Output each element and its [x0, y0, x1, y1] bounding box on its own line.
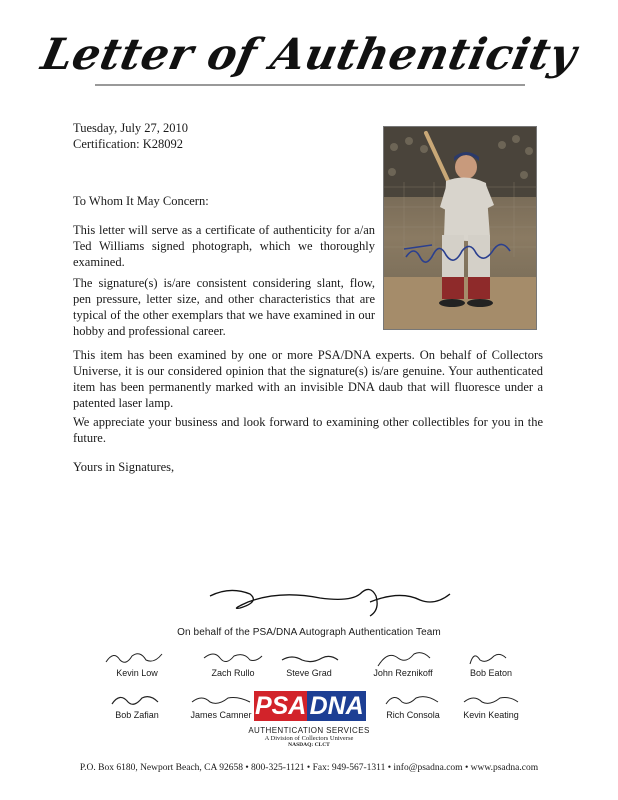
closing-line: Yours in Signatures,: [73, 460, 175, 474]
psa-dna-logo: [254, 691, 366, 721]
team-member-name: Kevin Keating: [463, 710, 519, 720]
signature-scribble: [368, 648, 438, 668]
lead-authenticator-signature: [200, 580, 460, 620]
team-member-name: James Camner: [190, 710, 252, 720]
signature-scribble: [456, 648, 526, 668]
nasdaq-label: NASDAQ: CLCT: [288, 742, 330, 748]
authentication-services-label: AUTHENTICATION SERVICES: [248, 726, 370, 735]
paragraph-2: The signature(s) is/are consistent considering slant, flow, pen pressure, letter size, and other characteristics that are typical of the other exemplars that we have examined in our hobby and professional career.: [73, 276, 375, 338]
team-member-name: Kevin Low: [116, 668, 158, 678]
signature-scribble: [102, 690, 172, 710]
team-member-signature: [446, 690, 536, 721]
signature-scribble: [378, 690, 448, 710]
team-member-name: Rich Consola: [386, 710, 440, 720]
letter-date: Tuesday, July 27, 2010: [73, 121, 189, 135]
team-member-name: Zach Rullo: [211, 668, 255, 678]
certification-number: Certification: K28092: [73, 137, 184, 151]
logo-dna-block: DNA: [307, 691, 366, 721]
logo-psa-block: PSA: [254, 692, 307, 720]
team-member-signature: [358, 648, 448, 679]
title-underline: [95, 84, 525, 86]
letter-title: Letter of Authenticity: [36, 30, 582, 80]
division-label: A Division of Collectors Universe: [264, 735, 354, 742]
signature-scribble: [456, 690, 526, 710]
signature-scribble: [102, 648, 172, 668]
team-member-signature: [264, 648, 354, 679]
paragraph-1: This letter will serve as a certificate of authenticity for a/an Ted Williams signed photograph, which we thoroughly examined.: [73, 223, 375, 269]
team-member-signature: [92, 648, 182, 679]
team-member-name: Bob Eaton: [469, 668, 513, 678]
footer-contact: P.O. Box 6180, Newport Beach, CA 92658 • 800-325-1121 • Fax: 949-567-1311 • info@psadna.com • www.psadna.com: [79, 763, 539, 773]
paragraph-4: We appreciate your business and look forward to examining other collectibles for you in the future.: [73, 415, 543, 445]
signed-photograph: [383, 126, 537, 330]
paragraph-3: This item has been examined by one or more PSA/DNA experts. On behalf of Collectors Universe, it is our considered opinion that the signature(s) is/are genuine. Your authenticated item has been permanently marked with an invisible DNA daub that will fluoresce under a patented laser lamp.: [73, 348, 543, 410]
team-member-name: Bob Zafian: [115, 710, 159, 720]
team-member-signature: [92, 690, 182, 721]
team-member-signature: [368, 690, 458, 721]
letter-meta: [73, 120, 188, 152]
signature-scribble: [274, 648, 344, 668]
team-member-name: John Reznikoff: [373, 668, 433, 678]
signature-scribble: [186, 690, 256, 710]
batter-photo-illustration: [384, 127, 536, 329]
team-line: On behalf of the PSA/DNA Autograph Authentication Team: [177, 627, 441, 638]
team-member-name: Steve Grad: [286, 668, 332, 678]
team-member-signature: [446, 648, 536, 679]
team-member-signature: [176, 690, 266, 721]
signature-scribble: [198, 648, 268, 668]
salutation: To Whom It May Concern:: [73, 194, 209, 208]
